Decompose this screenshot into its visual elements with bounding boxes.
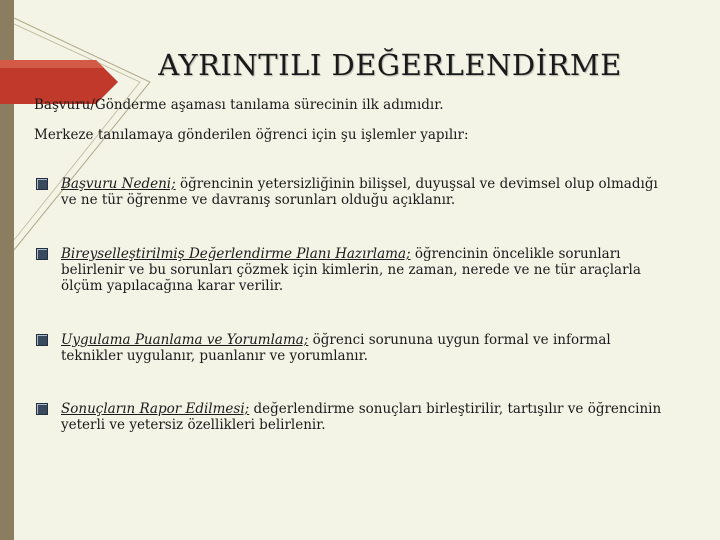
bullet-text (61, 246, 676, 294)
bullet-text (61, 332, 676, 364)
checkbox-bullet-icon (36, 178, 48, 190)
bullet-item-uygulama-puanlama (36, 332, 676, 364)
bullet-item-bdp-hazirlama (36, 246, 676, 294)
checkbox-bullet-icon (36, 403, 48, 415)
bullet-term: Başvuru Nedeni; (61, 176, 176, 192)
checkbox-bullet-icon (36, 248, 48, 260)
bullet-term: Bireyselleştirilmiş Değerlendirme Planı Hazırlama; (61, 246, 411, 262)
bullet-description: öğrenci sorununa uygun formal ve informal teknikler uygulanır, puanlanır ve yorumlanır. (61, 332, 611, 364)
bullet-description: öğrencinin öncelikle sorunları belirlenir ve bu sorunları çözmek için kimlerin, ne zaman, nerede ve ne tür araçlarla ölçüm yapılacağına karar verilir. (61, 246, 641, 294)
bullet-text (61, 176, 676, 208)
checkbox-bullet-icon (36, 334, 48, 346)
intro-line-2: Merkeze tanılamaya gönderilen öğrenci için şu işlemler yapılır: (34, 127, 469, 143)
bullet-term: Sonuçların Rapor Edilmesi; (61, 401, 250, 417)
bullet-item-basvuru-nedeni (36, 176, 676, 208)
page-title: AYRINTILI DEĞERLENDİRME (158, 48, 622, 82)
intro-line-1: Başvuru/Gönderme aşaması tanılama sürecinin ilk adımıdır. (34, 97, 444, 113)
bullet-description: değerlendirme sonuçları birleştirilir, tartışılır ve öğrencinin yeterli ve yetersiz özellikleri belirlenir. (61, 401, 662, 433)
bullet-text (61, 401, 676, 433)
bullet-term: Uygulama Puanlama ve Yorumlama; (61, 332, 309, 348)
bullet-description: öğrencinin yetersizliğinin bilişsel, duyuşsal ve devimsel olup olmadığı ve ne tür öğrenme ve davranış sorunları olduğu açıklanır. (61, 176, 658, 208)
bullet-item-sonuclarin-raporu (36, 401, 676, 433)
